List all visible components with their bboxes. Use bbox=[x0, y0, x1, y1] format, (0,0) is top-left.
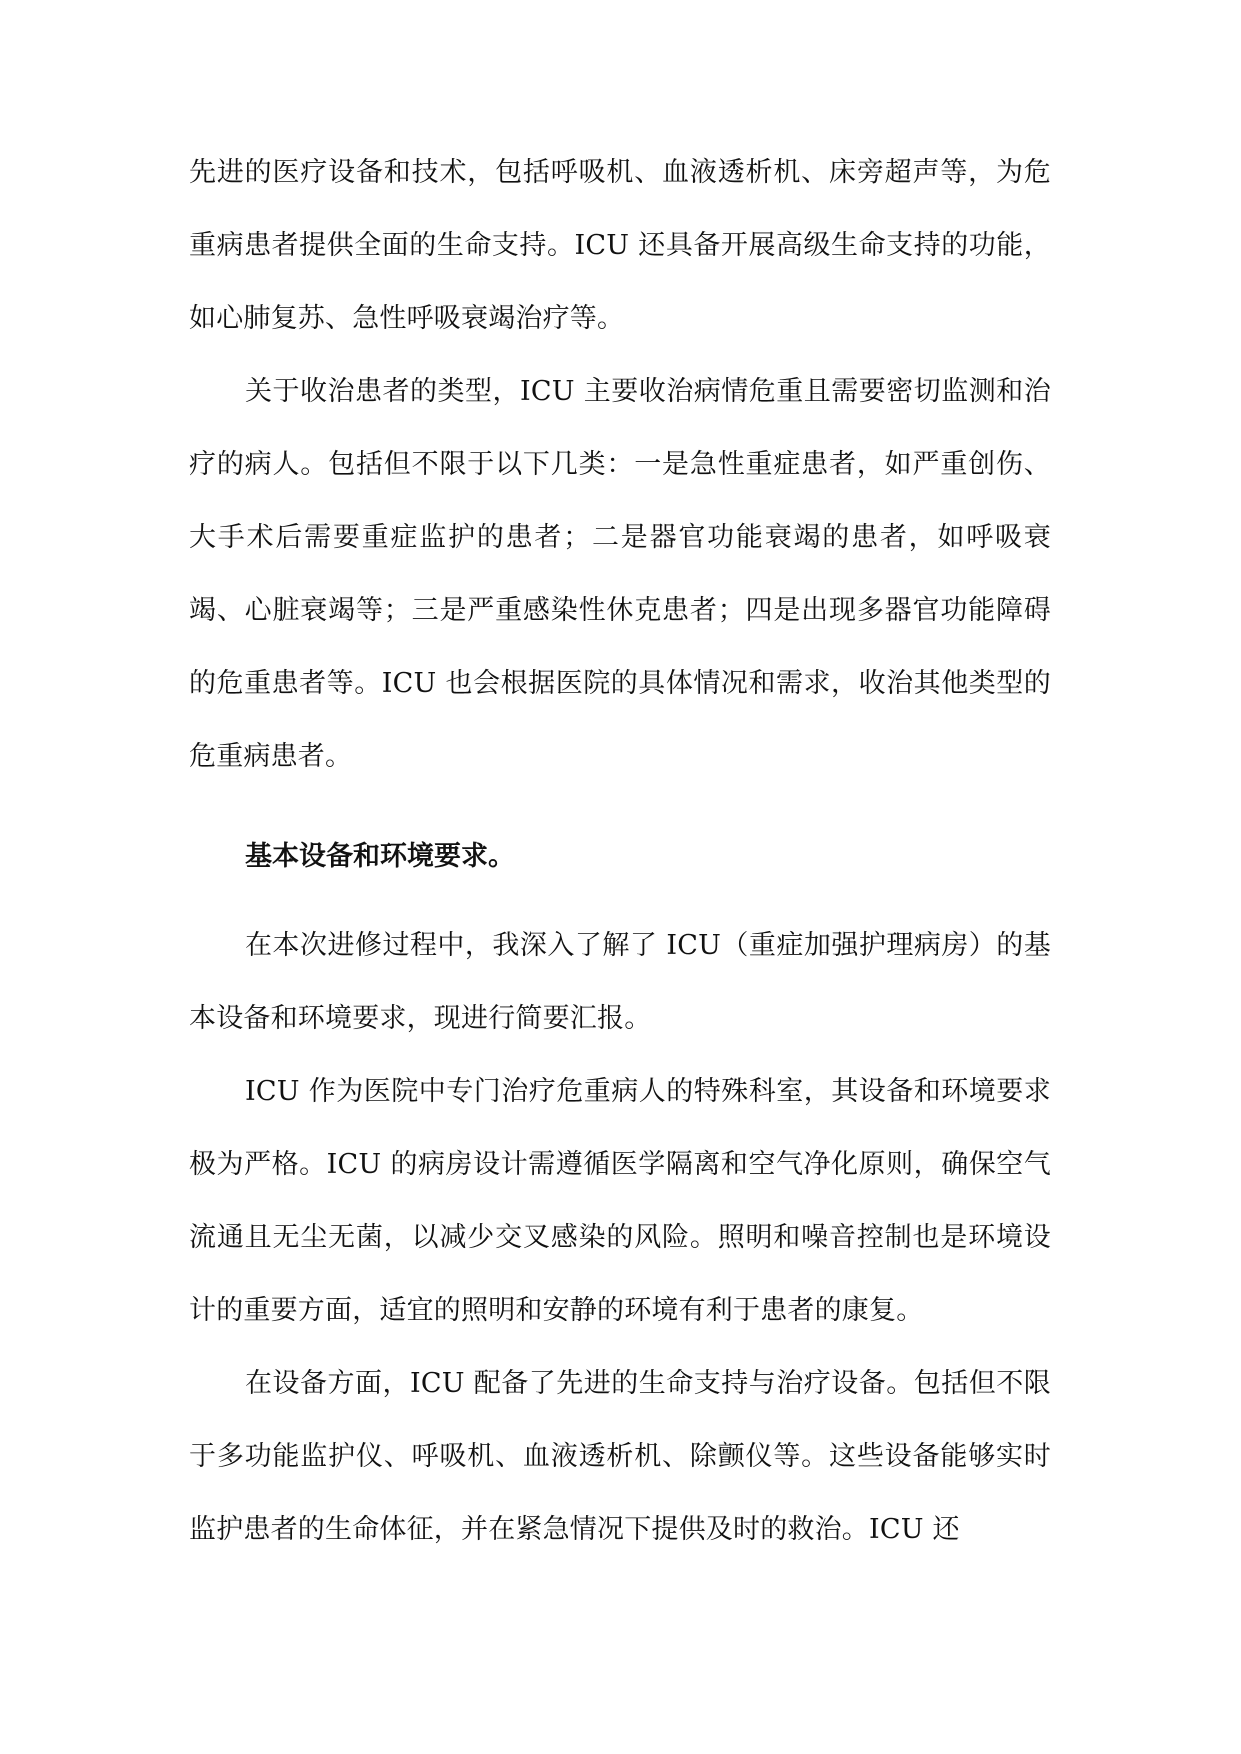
paragraph-environment: ICU 作为医院中专门治疗危重病人的特殊科室，其设备和环境要求极为严格。ICU 的病房设计需遵循医学隔离和空气净化原则，确保空气流通且无尘无菌，以减少交叉感染的风险。照明和噪音控制也是环境设计的重要方面，适宜的照明和安静的环境有利于患者的康复。 bbox=[189, 1076, 1051, 1326]
body-text-top bbox=[189, 136, 1051, 793]
paragraph-intro: 在本次进修过程中，我深入了解了 ICU（重症加强护理病房）的基本设备和环境要求，现进行简要汇报。 bbox=[189, 930, 1051, 1034]
paragraph-patient-types: 关于收治患者的类型，ICU 主要收治病情危重且需要密切监测和治疗的病人。包括但不限于以下几类：一是急性重症患者，如严重创伤、大手术后需要重症监护的患者；二是器官功能衰竭的患者，如呼吸衰竭、心脏衰竭等；三是严重感染性休克患者；四是出现多器官功能障碍的危重患者等。ICU 也会根据医院的具体情况和需求，收治其他类型的危重病患者。 bbox=[189, 376, 1051, 772]
paragraph-equipment: 在设备方面，ICU 配备了先进的生命支持与治疗设备。包括但不限于多功能监护仪、呼吸机、血液透析机、除颤仪等。这些设备能够实时监护患者的生命体征，并在紧急情况下提供及时的救治。ICU 还 bbox=[189, 1368, 1051, 1545]
section-heading: 基本设备和环境要求。 bbox=[245, 841, 515, 872]
paragraph-continued: 先进的医疗设备和技术，包括呼吸机、血液透析机、床旁超声等，为危重病患者提供全面的生命支持。ICU 还具备开展高级生命支持的功能，如心肺复苏、急性呼吸衰竭治疗等。 bbox=[189, 157, 1051, 334]
body-text-bottom bbox=[189, 909, 1051, 1566]
